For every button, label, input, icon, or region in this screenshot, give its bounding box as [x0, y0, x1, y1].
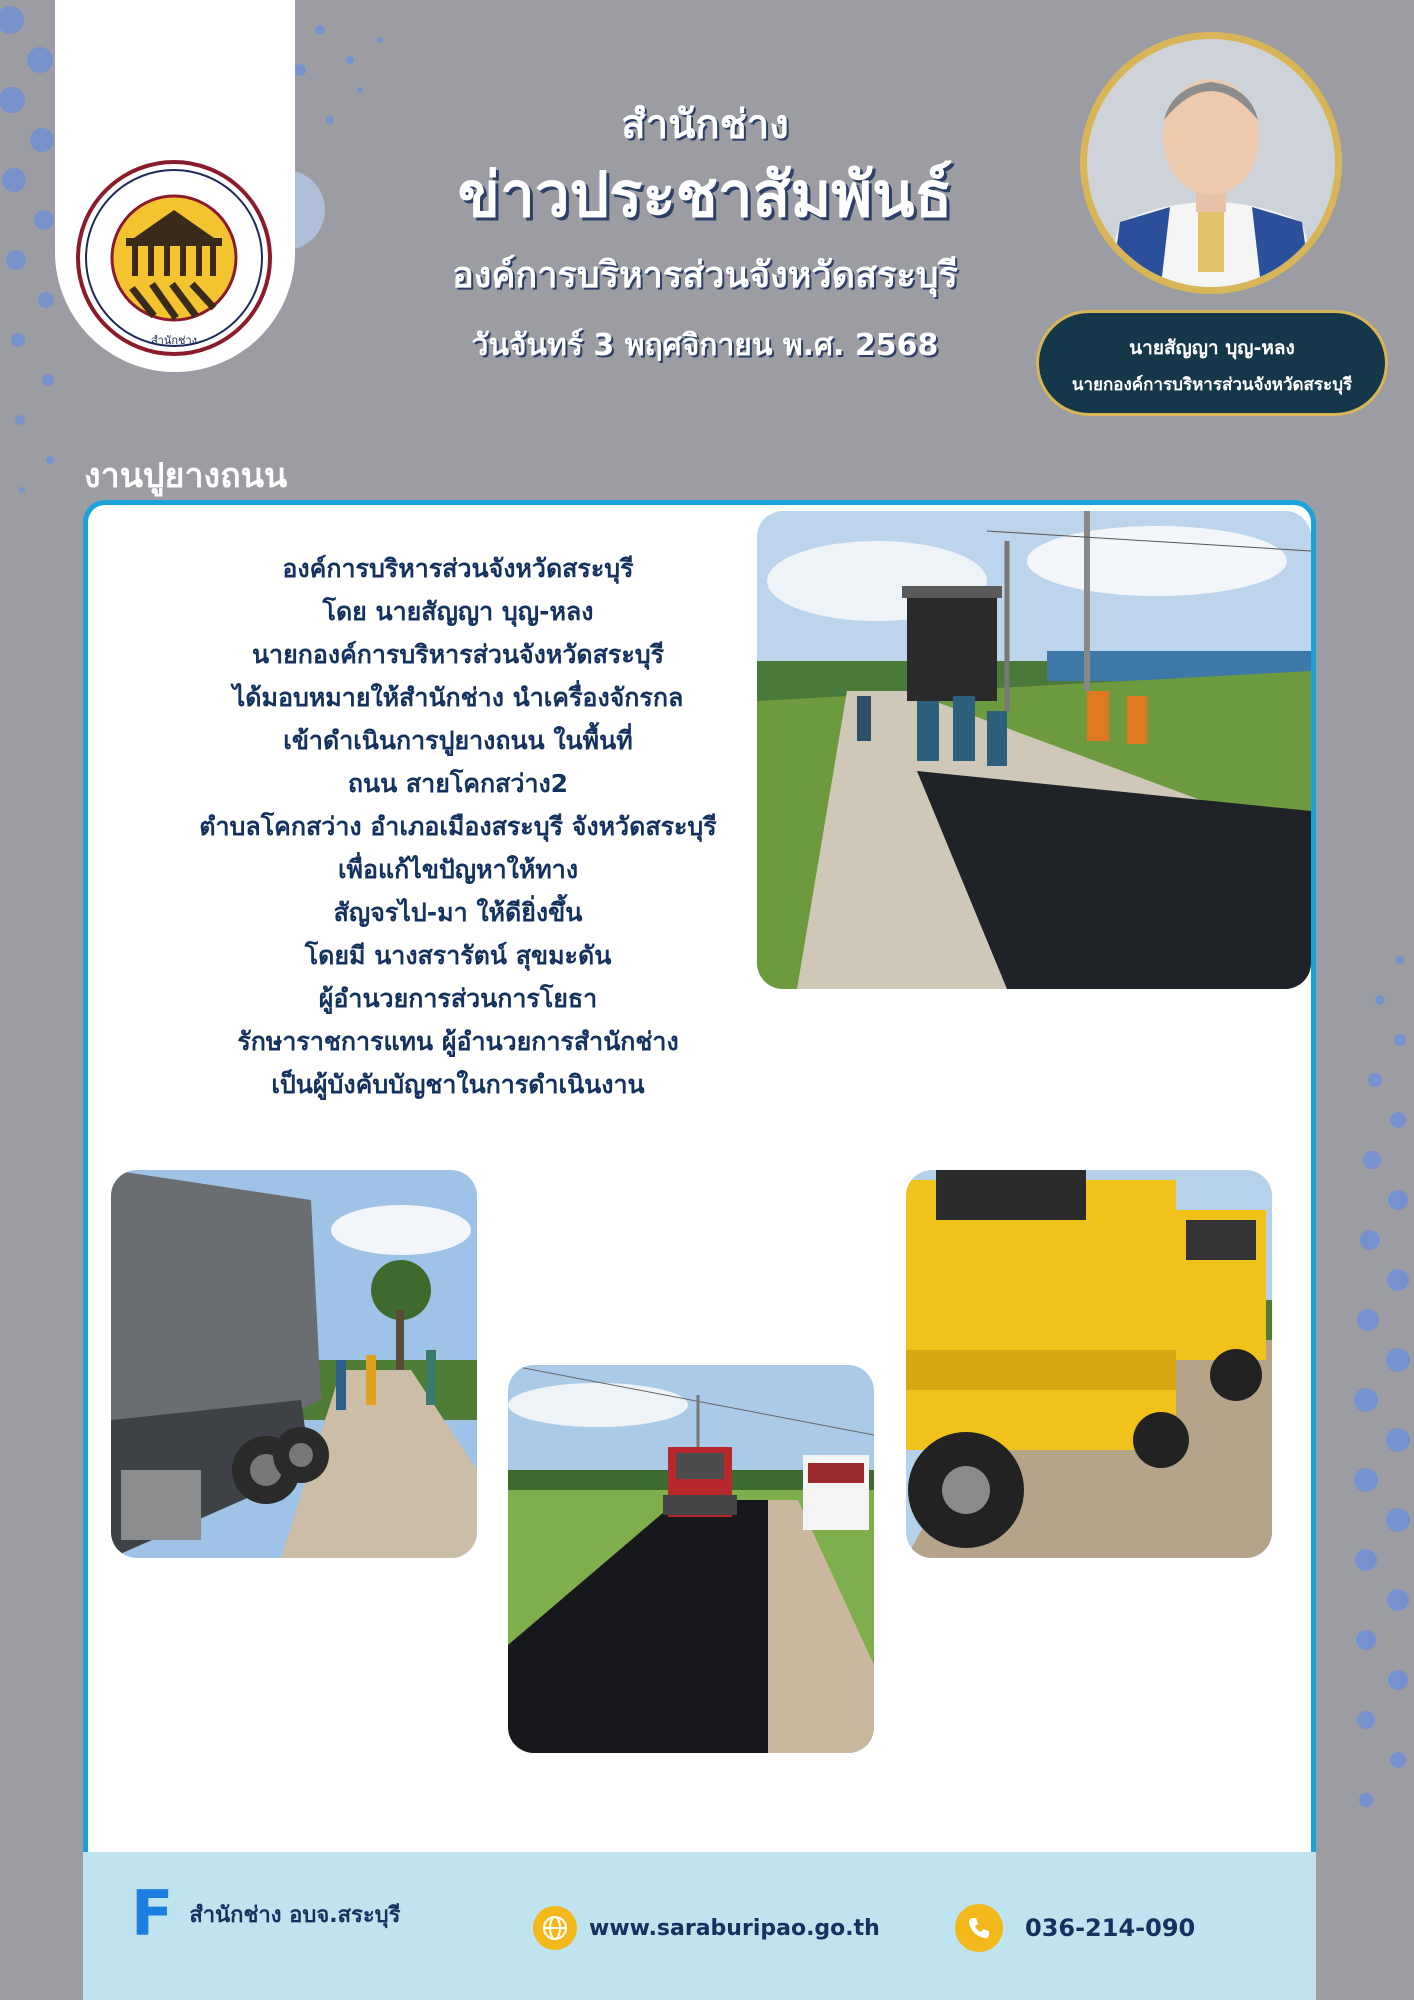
facebook-page-label: สำนักช่าง อบจ.สระบุรี	[189, 1902, 401, 1928]
department-title: สำนักช่าง	[621, 102, 789, 148]
body-line: เข้าดำเนินการปูยางถนน ในพื้นที่	[283, 726, 633, 755]
body-line: ได้มอบหมายให้สำนักช่าง นำเครื่องจักรกล	[232, 683, 684, 712]
phone-contact[interactable]	[955, 1904, 1195, 1952]
organization-logo	[74, 158, 274, 358]
official-position: นายกองค์การบริหารส่วนจังหวัดสระบุรี	[1071, 375, 1353, 395]
globe-icon	[533, 1906, 577, 1950]
body-line: ถนน สายโคกสว่าง2	[347, 769, 569, 798]
footer-contact-bar	[83, 1852, 1316, 2000]
photo-road-roller	[508, 1365, 874, 1753]
body-line: ตำบลโคกสว่าง อำเภอเมืองสระบุรี จังหวัดสระบุรี	[199, 812, 717, 841]
news-body-text	[98, 547, 818, 1106]
body-line: รักษาราชการแทน ผู้อำนวยการสำนักช่าง	[237, 1027, 679, 1056]
photo-dump-truck	[111, 1170, 477, 1558]
phone-icon	[955, 1904, 1003, 1952]
website-contact[interactable]	[533, 1904, 880, 1952]
headline: ข่าวประชาสัมพันธ์	[457, 158, 953, 231]
body-line: นายกองค์การบริหารส่วนจังหวัดสระบุรี	[251, 640, 665, 669]
official-name: นายสัญญา บุญ-หลง	[1129, 337, 1295, 359]
facebook-icon: F	[131, 1877, 174, 1950]
official-portrait	[1080, 32, 1342, 294]
phone-number[interactable]: 036-214-090	[1025, 1914, 1196, 1942]
organization-name: องค์การบริหารส่วนจังหวัดสระบุรี	[452, 255, 958, 296]
facebook-contact[interactable]	[131, 1877, 401, 1950]
official-name-badge	[1036, 310, 1388, 416]
publish-date: วันจันทร์ 3 พฤศจิกายน พ.ศ. 2568	[471, 328, 939, 363]
photo-paving-crew	[757, 511, 1311, 989]
website-link[interactable]: www.saraburipao.go.th	[589, 1915, 880, 1941]
body-line: เพื่อแก้ไขปัญหาให้ทาง	[337, 855, 579, 884]
section-title: งานปูยางถนน	[84, 456, 288, 496]
body-line: องค์การบริหารส่วนจังหวัดสระบุรี	[282, 554, 634, 583]
body-line: เป็นผู้บังคับบัญชาในการดำเนินงาน	[271, 1070, 645, 1099]
logo-bottom-text: สำนักช่าง	[150, 334, 198, 347]
body-line: ผู้อำนวยการส่วนการโยธา	[318, 984, 598, 1013]
content-card	[83, 500, 1316, 2000]
body-line: โดยมี นางสรารัตน์ สุขมะดัน	[304, 941, 612, 970]
body-line: โดย นายสัญญา บุญ-หลง	[322, 597, 594, 626]
body-line: สัญจรไป-มา ให้ดียิ่งขึ้น	[333, 898, 583, 927]
photo-yellow-rollers	[906, 1170, 1272, 1558]
